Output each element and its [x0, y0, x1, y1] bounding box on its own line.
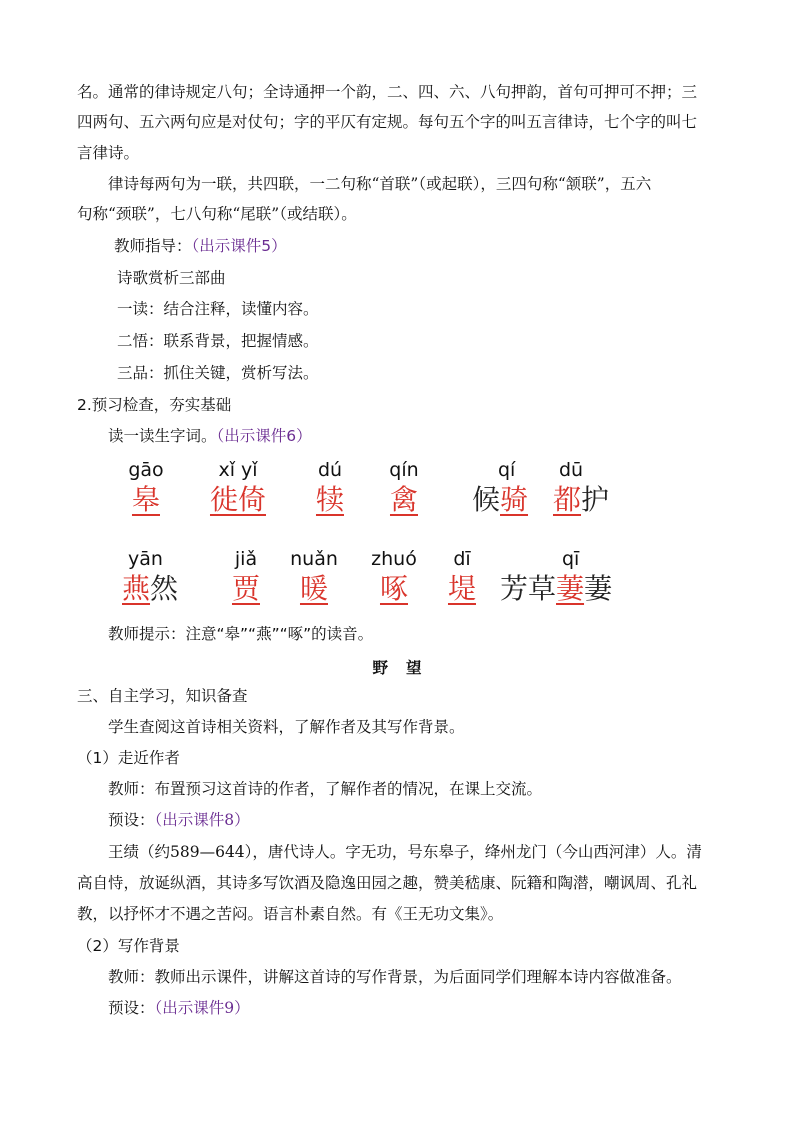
preset-line-author [108, 810, 250, 830]
slide-9: （出示课件9） [154, 999, 250, 1017]
plain-char: 护 [581, 483, 610, 516]
para1-line2: 四两句、五六两句应是对仗句；字的平仄有定规。每句五个字的叫五言律诗，七个字的叫七 [77, 113, 698, 131]
vocab-item [364, 547, 424, 607]
highlighted-char: 啄 [379, 572, 408, 605]
teacher-tip: 教师提示：注意“皋”“燕”“啄”的读音。 [108, 625, 374, 643]
vocab-item [122, 458, 170, 518]
highlighted-char: 堤 [447, 572, 476, 605]
pinyin: qí [498, 459, 516, 481]
vocab-row-2 [0, 547, 794, 617]
pinyin: qín [389, 459, 419, 481]
preset-label: 预设： [108, 999, 155, 1017]
author-line2: 高自恃，放诞纵酒，其诗多写饮酒及隐逸田园之趣，赞美嵇康、阮籍和陶潜，嘲讽周、孔礼 [77, 874, 698, 892]
background-teacher-line: 教师：教师出示课件，讲解这首诗的写作背景，为后面同学们理解本诗内容做准备。 [108, 968, 682, 986]
pinyin: dú [317, 459, 343, 481]
vocab-item [460, 458, 540, 518]
preset-line-background [108, 998, 250, 1018]
highlighted-char: 暖 [299, 572, 328, 605]
vocab-item [438, 547, 486, 607]
pinyin: zhuó [371, 548, 417, 570]
slide-8: （出示课件8） [154, 811, 250, 829]
subsection-background: （2）写作背景 [77, 937, 180, 955]
highlighted-char: 皋 [131, 483, 160, 516]
guide-step2: 二悟：联系背景，把握情感。 [117, 332, 319, 350]
author-line1: 王绩（约589—644），唐代诗人。字无功，号东皋子，绛州龙门（今山西河津）人。清 [108, 843, 702, 861]
plain-char: 萋 [584, 572, 613, 605]
vocab-item [500, 547, 630, 607]
vocab-item [380, 458, 428, 518]
poem-title: 野望 [372, 659, 440, 677]
para2-line2: 句称“颈联”，七八句称“尾联”（或结联）。 [77, 205, 357, 223]
pinyin: qī [562, 548, 580, 570]
vocab-item [284, 547, 344, 607]
highlighted-char: 萋 [556, 572, 585, 605]
read-label: 读一读生字词。 [108, 427, 217, 445]
author-line3: 教，以抒怀才不遇之苦闷。语言朴素自然。有《王无功文集》。 [77, 905, 504, 923]
highlighted-char: 贾 [231, 572, 260, 605]
highlighted-char: 禽 [389, 483, 418, 516]
subsection-author: （1）走近作者 [77, 749, 180, 767]
guide-heading: 诗歌赏析三部曲 [117, 269, 226, 287]
para1-line1: 名。通常的律诗规定八句；全诗通押一个韵，二、四、六、八句押韵，首句可押可不押；三 [77, 83, 698, 101]
author-teacher-line: 教师：布置预习这首诗的作者，了解作者的情况，在课上交流。 [108, 780, 543, 798]
vocab-item [198, 458, 278, 518]
guide-step1: 一读：结合注释，读懂内容。 [117, 300, 319, 318]
pinyin: dū [559, 459, 584, 481]
pinyin: dī [453, 548, 471, 570]
pinyin: gāo [128, 459, 164, 481]
highlighted-char: 犊 [315, 483, 344, 516]
para2-line1: 律诗每两句为一联，共四联，一二句称“首联”（或起联），三四句称“颔联”，五六 [108, 175, 652, 193]
section2-read-line [108, 426, 312, 446]
vocab-item [222, 547, 270, 607]
section2-heading: 2.预习检查，夯实基础 [77, 396, 232, 414]
vocab-item [122, 547, 202, 607]
section3-intro: 学生查阅这首诗相关资料，了解作者及其写作背景。 [108, 718, 465, 736]
vocab-item [553, 458, 633, 518]
guide-slide: （出示课件5） [191, 237, 287, 255]
read-slide: （出示课件6） [216, 427, 312, 445]
guide-step3: 三品：抓住关键，赏析写法。 [117, 364, 319, 382]
highlighted-char: 徙倚 [209, 483, 266, 516]
para1-line3: 言律诗。 [77, 144, 140, 162]
guide-label: 教师指导： [114, 237, 192, 255]
pinyin: nuǎn [290, 548, 338, 570]
highlighted-char: 燕 [122, 572, 151, 605]
vocab-item [306, 458, 354, 518]
highlighted-char: 骑 [500, 483, 529, 516]
vocab-row-1 [0, 458, 794, 528]
preset-label: 预设： [108, 811, 155, 829]
pinyin: yān [128, 548, 163, 570]
pinyin: jiǎ [234, 548, 258, 570]
pinyin: xǐ yǐ [218, 459, 258, 481]
plain-char: 然 [150, 572, 179, 605]
highlighted-char: 都 [553, 483, 582, 516]
guide-line [114, 236, 287, 256]
plain-char: 芳草 [500, 572, 557, 605]
section3-heading: 三、自主学习，知识备查 [77, 687, 248, 705]
plain-char: 候 [471, 483, 500, 516]
